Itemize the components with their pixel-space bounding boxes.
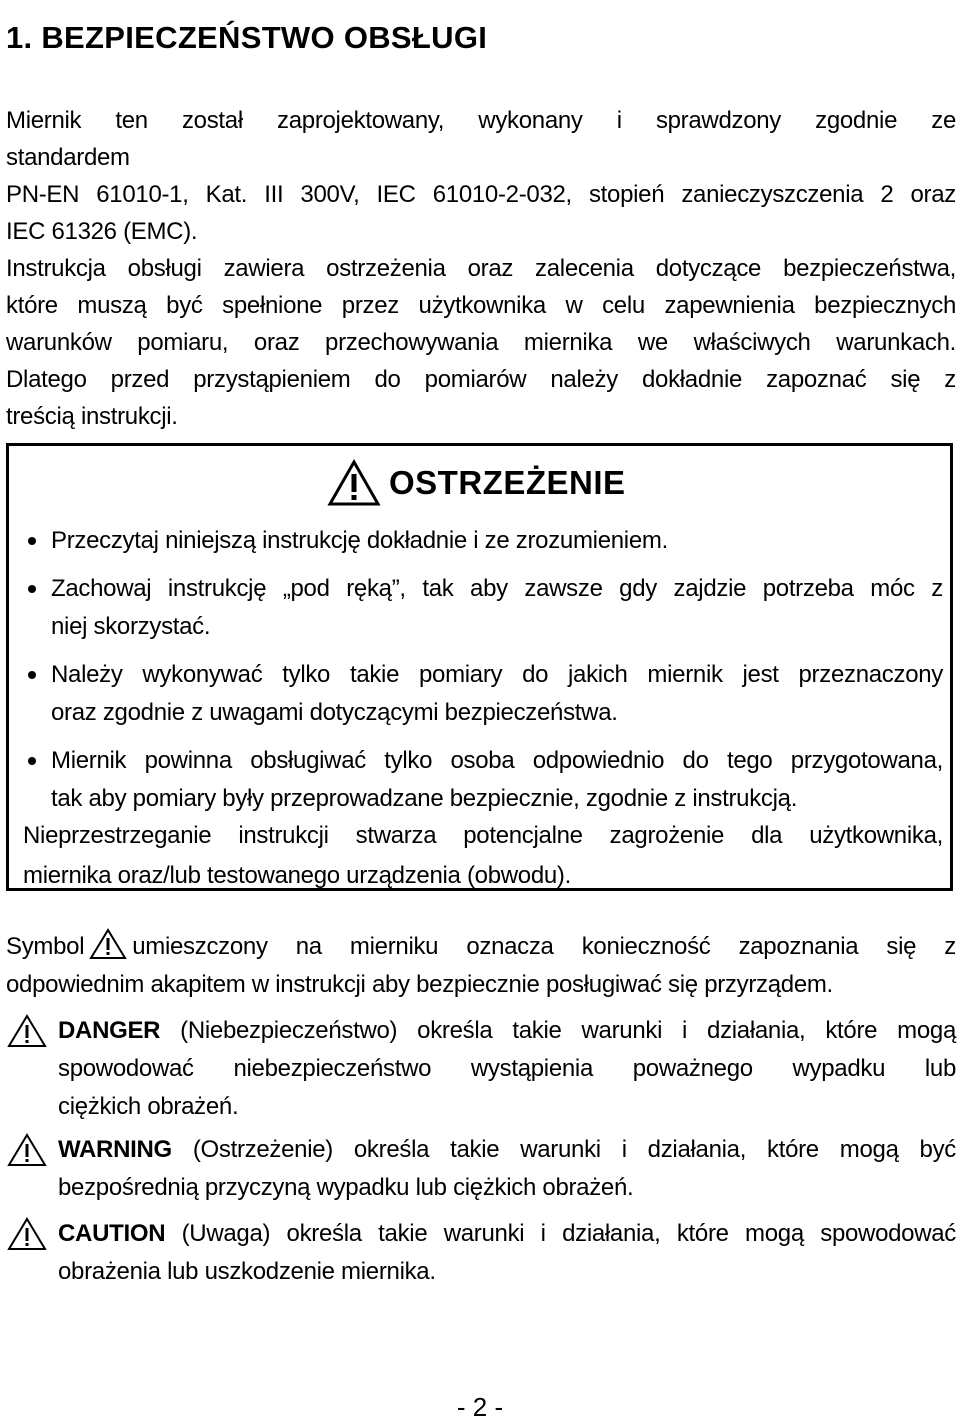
definition-line: obrażenia lub uszkodzenie miernika. xyxy=(58,1258,436,1285)
warning-footer-line: miernika oraz/lub testowanego urządzenia (obwodu). xyxy=(23,862,571,889)
symbol-text: umieszczony na mierniku oznacza konieczność zapoznania się z xyxy=(132,933,956,960)
definition-keyword: WARNING xyxy=(58,1136,172,1163)
definition-line: ciężkich obrażeń. xyxy=(58,1093,239,1120)
definition-line: (Niebezpieczeństwo) określa takie warunki i działania, które mogą xyxy=(160,1017,956,1044)
section-heading: 1. BEZPIECZEŃSTWO OBSŁUGI xyxy=(6,20,488,55)
definition-line: (Uwaga) określa takie warunki i działania, które mogą spowodować xyxy=(165,1220,956,1247)
symbol-text: Symbol xyxy=(6,933,85,960)
definition-line: bezpośrednią przyczyną wypadku lub ciężkich obrażeń. xyxy=(58,1174,634,1201)
list-item-text: oraz zgodnie z uwagami dotyczącymi bezpieczeństwa. xyxy=(51,699,618,726)
warning-triangle-icon xyxy=(6,1014,48,1048)
definition-line: spowodować niebezpieczeństwo wystąpienia poważnego wypadku lub xyxy=(58,1055,956,1082)
list-item-text: Zachowaj instrukcję „pod ręką”, tak aby zawsze gdy zajdzie potrzeba móc z xyxy=(51,575,943,602)
warning-triangle-icon xyxy=(6,1133,48,1167)
definition-caution xyxy=(6,1215,956,1291)
intro-paragraph xyxy=(6,102,956,435)
intro-line: standardem xyxy=(6,144,130,171)
intro-line: które muszą być spełnione przez użytkownika w celu zapewnienia bezpiecznych xyxy=(6,292,956,319)
list-item xyxy=(25,522,943,560)
symbol-line xyxy=(6,928,956,966)
definition-danger xyxy=(6,1012,956,1126)
definition-text xyxy=(58,1131,956,1207)
definition-keyword: CAUTION xyxy=(58,1220,166,1247)
warning-triangle-icon xyxy=(327,459,381,507)
symbol-line: odpowiednim akapitem w instrukcji aby bezpiecznie posługiwać się przyrządem. xyxy=(6,971,833,998)
intro-line: treścią instrukcji. xyxy=(6,403,178,430)
bullet-icon xyxy=(28,585,36,593)
list-item-text: Miernik powinna obsługiwać tylko osoba odpowiednio do tego przygotowana, xyxy=(51,747,943,774)
intro-line: warunków pomiaru, oraz przechowywania miernika we właściwych warunkach. xyxy=(6,329,956,356)
warning-list xyxy=(25,522,943,828)
definition-text xyxy=(58,1012,956,1126)
bullet-icon xyxy=(28,757,36,765)
warning-triangle-icon xyxy=(88,928,128,960)
list-item-text: tak aby pomiary były przeprowadzane bezpiecznie, zgodnie z instrukcją. xyxy=(51,785,798,812)
intro-line: Instrukcja obsługi zawiera ostrzeżenia oraz zalecenia dotyczące bezpieczeństwa, xyxy=(6,255,956,282)
list-item-text: niej skorzystać. xyxy=(51,613,211,640)
definition-keyword: DANGER xyxy=(58,1017,161,1044)
bullet-icon xyxy=(28,671,36,679)
bullet-icon xyxy=(28,537,36,545)
warning-triangle-icon xyxy=(6,1217,48,1251)
definition-line: (Ostrzeżenie) określa takie warunki i działania, które mogą być xyxy=(171,1136,956,1163)
intro-line: PN-EN 61010-1, Kat. III 300V, IEC 61010-2-032, stopień zanieczyszczenia 2 oraz xyxy=(6,181,956,208)
warning-footer xyxy=(23,816,943,896)
warning-footer-line: Nieprzestrzeganie instrukcji stwarza potencjalne zagrożenie dla użytkownika, xyxy=(23,822,943,849)
page-number: - 2 - xyxy=(456,1392,504,1422)
intro-line: Miernik ten został zaprojektowany, wykonany i sprawdzony zgodnie ze xyxy=(6,107,956,134)
list-item xyxy=(25,570,943,646)
symbol-paragraph xyxy=(6,928,956,1004)
warning-title xyxy=(327,458,626,508)
definition-text xyxy=(58,1215,956,1291)
warning-title-text: OSTRZEŻENIE xyxy=(389,464,626,501)
list-item xyxy=(25,656,943,732)
warning-box xyxy=(6,443,953,891)
definition-warning xyxy=(6,1131,956,1207)
list-item xyxy=(25,742,943,818)
list-item-text: Należy wykonywać tylko takie pomiary do jakich miernik jest przeznaczony xyxy=(51,661,943,688)
list-item-text: Przeczytaj niniejszą instrukcję dokładnie i ze zrozumieniem. xyxy=(51,527,668,554)
intro-line: Dlatego przed przystąpieniem do pomiarów należy dokładnie zapoznać się z xyxy=(6,366,956,393)
intro-line: IEC 61326 (EMC). xyxy=(6,218,198,245)
